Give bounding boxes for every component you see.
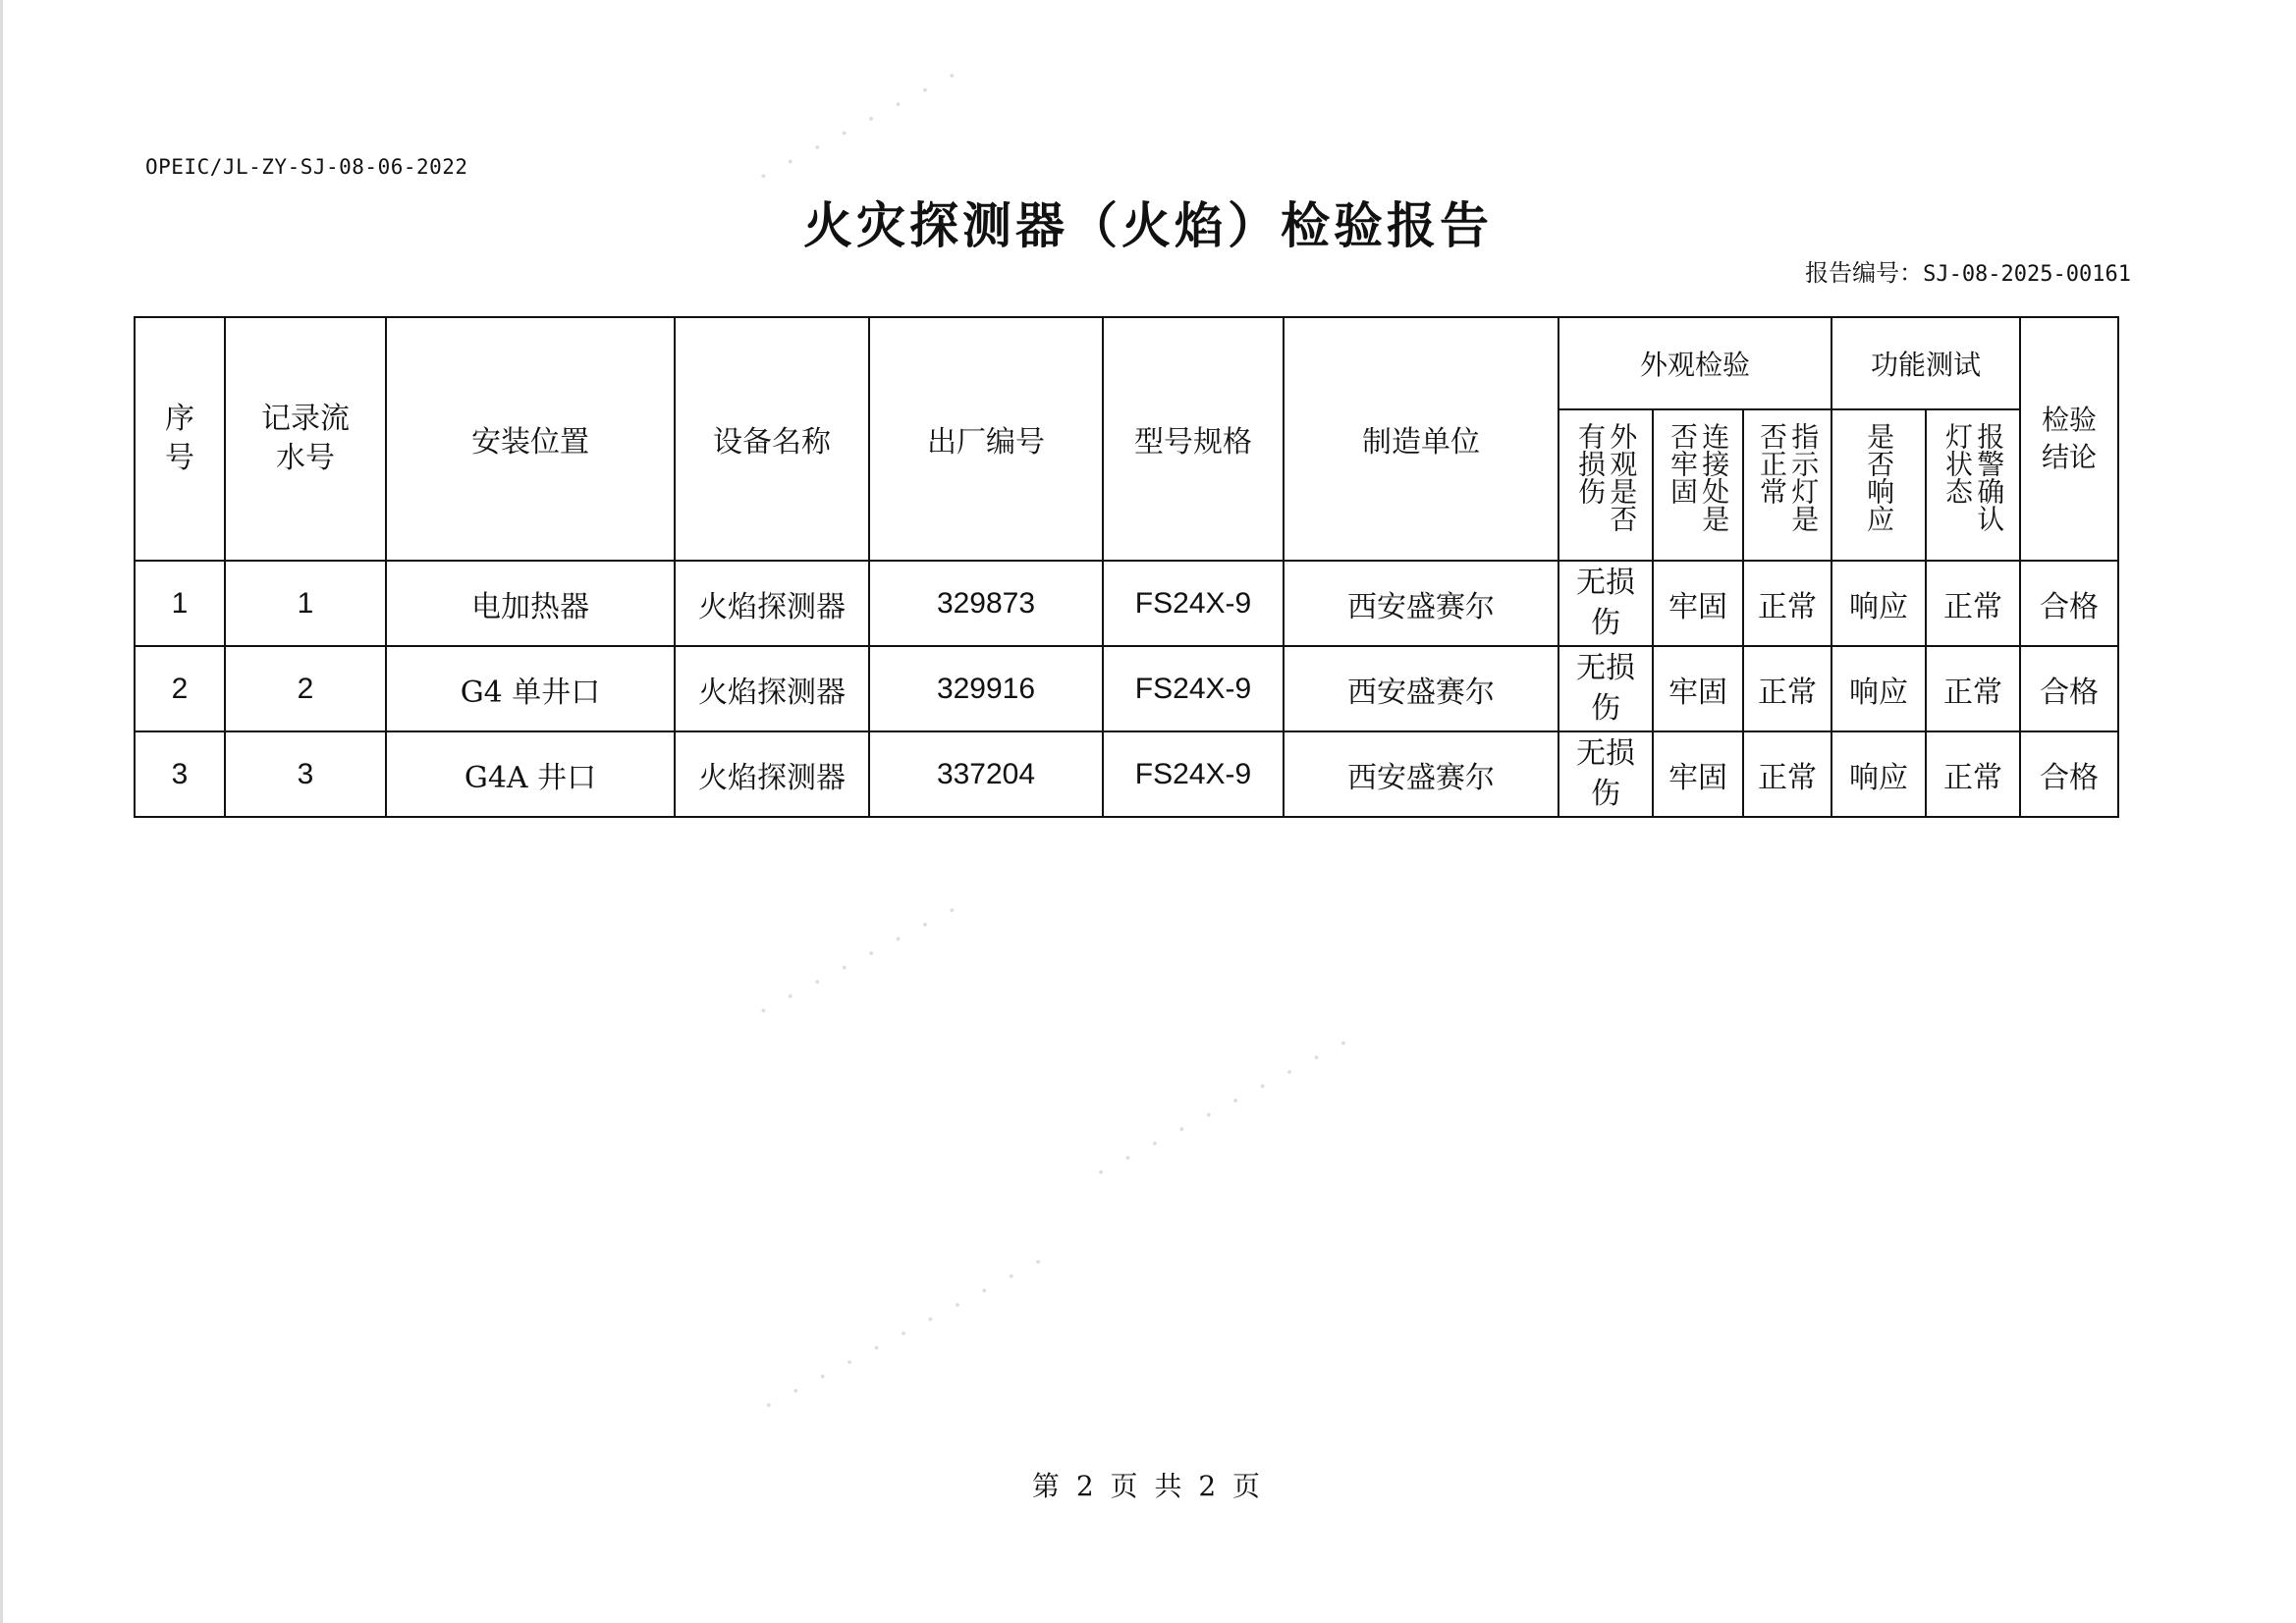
- cell-device-name: 火焰探测器: [675, 646, 869, 731]
- cell-manufacturer: 西安盛赛尔: [1284, 646, 1558, 731]
- table-row: [135, 646, 2118, 731]
- cell-indicator: 正常: [1743, 646, 1831, 731]
- page-number: 第 2 页 共 2 页: [1031, 1470, 1265, 1502]
- table-row: [135, 731, 2118, 817]
- header-serial-no: 出厂编号: [869, 317, 1103, 561]
- cell-conclusion: 合格: [2020, 731, 2118, 817]
- cell-record-no: 2: [225, 646, 386, 731]
- cell-response: 响应: [1831, 731, 1926, 817]
- cell-connection: 牢固: [1653, 731, 1743, 817]
- cell-seq: 3: [135, 731, 225, 817]
- header-location: 安装位置: [386, 317, 675, 561]
- document-code: OPEIC/JL-ZY-SJ-08-06-2022: [145, 155, 468, 179]
- cell-serial-no: 329873: [869, 561, 1103, 646]
- cell-alarm-light: 正常: [1926, 561, 2020, 646]
- header-conclusion: 检验结论: [2020, 317, 2118, 561]
- cell-appearance: 无损伤: [1558, 561, 1653, 646]
- cell-model: FS24X-9: [1103, 731, 1284, 817]
- watermark-stamp: · · · · · · · ·: [751, 891, 970, 1029]
- report-number: [1805, 253, 2131, 288]
- cell-seq: 2: [135, 646, 225, 731]
- cell-location: G4A 井口: [386, 731, 675, 817]
- cell-indicator: 正常: [1743, 561, 1831, 646]
- header-row-1: [135, 317, 2118, 409]
- cell-connection: 牢固: [1653, 646, 1743, 731]
- cell-device-name: 火焰探测器: [675, 731, 869, 817]
- table-row: [135, 561, 2118, 646]
- cell-manufacturer: 西安盛赛尔: [1284, 731, 1558, 817]
- report-number-value: SJ-08-2025-00161: [1923, 262, 2131, 287]
- cell-alarm-light: 正常: [1926, 731, 2020, 817]
- header-model: 型号规格: [1103, 317, 1284, 561]
- cell-serial-no: 329916: [869, 646, 1103, 731]
- cell-indicator: 正常: [1743, 731, 1831, 817]
- cell-appearance: 无损伤: [1558, 646, 1653, 731]
- header-appearance-damage: 外观是否有损伤: [1558, 409, 1653, 561]
- cell-location: 电加热器: [386, 561, 675, 646]
- cell-response: 响应: [1831, 561, 1926, 646]
- header-indicator-normal: 指示灯是否正常: [1743, 409, 1831, 561]
- header-alarm-light: 报警确认灯状态: [1926, 409, 2020, 561]
- page-title: 火灾探测器（火焰）检验报告: [803, 196, 1493, 254]
- cell-manufacturer: 西安盛赛尔: [1284, 561, 1558, 646]
- watermark-stamp: · · · · · · · ·: [751, 56, 970, 194]
- cell-alarm-light: 正常: [1926, 646, 2020, 731]
- cell-serial-no: 337204: [869, 731, 1103, 817]
- cell-conclusion: 合格: [2020, 646, 2118, 731]
- cell-seq: 1: [135, 561, 225, 646]
- header-function-group: 功能测试: [1831, 317, 2020, 409]
- cell-conclusion: 合格: [2020, 561, 2118, 646]
- inspection-table: [134, 316, 2119, 818]
- header-response: 是否响应: [1831, 409, 1926, 561]
- header-device-name: 设备名称: [675, 317, 869, 561]
- watermark-stamp: · · · · · · · · · ·: [1089, 1023, 1362, 1191]
- cell-model: FS24X-9: [1103, 646, 1284, 731]
- cell-model: FS24X-9: [1103, 561, 1284, 646]
- report-number-label: 报告编号：: [1805, 259, 1924, 287]
- cell-appearance: 无损伤: [1558, 731, 1653, 817]
- cell-device-name: 火焰探测器: [675, 561, 869, 646]
- cell-record-no: 3: [225, 731, 386, 817]
- watermark-stamp: · · · · · · · · · · ·: [756, 1242, 1057, 1424]
- cell-location: G4 单井口: [386, 646, 675, 731]
- header-record-no: 记录流水号: [225, 317, 386, 561]
- cell-connection: 牢固: [1653, 561, 1743, 646]
- header-connection-firm: 连接处是否牢固: [1653, 409, 1743, 561]
- header-manufacturer: 制造单位: [1284, 317, 1558, 561]
- cell-record-no: 1: [225, 561, 386, 646]
- cell-response: 响应: [1831, 646, 1926, 731]
- header-seq: 序号: [135, 317, 225, 561]
- header-appearance-group: 外观检验: [1558, 317, 1831, 409]
